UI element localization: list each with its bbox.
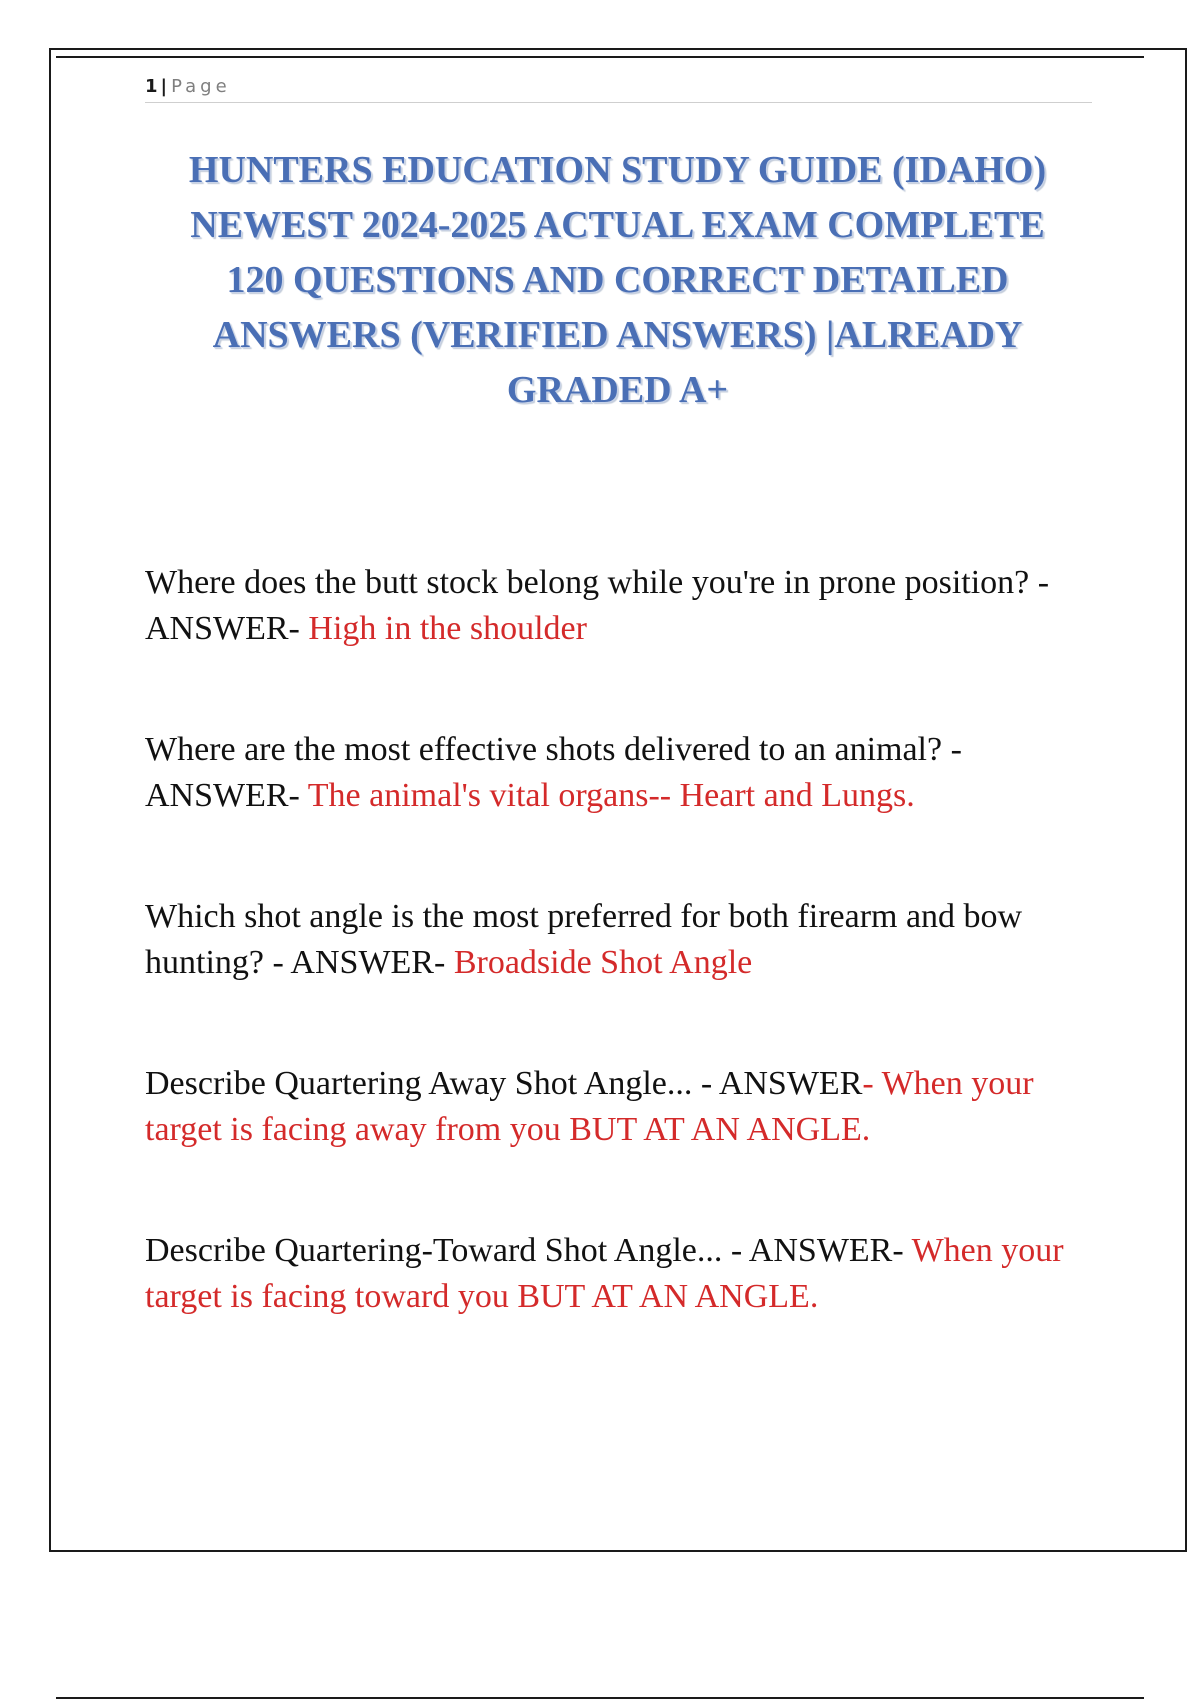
- top-rule: [56, 56, 1144, 58]
- qa-item: [145, 1061, 1095, 1153]
- answer-text: - When your target is facing away from you BUT AT AN ANGLE.: [145, 1065, 1034, 1148]
- question-text: Where does the butt stock belong while you're in prone position? - ANSWER-: [145, 564, 1050, 647]
- title-line: HUNTERS EDUCATION STUDY GUIDE (IDAHO): [188, 149, 1047, 191]
- page-number: 1: [145, 76, 158, 97]
- page-label: Page: [171, 76, 231, 97]
- answer-text: The animal's vital organs-- Heart and Lungs.: [307, 777, 915, 814]
- qa-item: [145, 727, 1095, 819]
- question-text: Describe Quartering Away Shot Angle... - ANSWER: [145, 1065, 863, 1102]
- question-text: Describe Quartering-Toward Shot Angle... - ANSWER-: [145, 1232, 912, 1269]
- question-text: Where are the most effective shots delivered to an animal? - ANSWER-: [145, 731, 962, 814]
- title-line: NEWEST 2024-2025 ACTUAL EXAM COMPLETE: [190, 204, 1045, 246]
- qa-item: [145, 1228, 1095, 1320]
- page-header: [145, 74, 1092, 103]
- question-text: Which shot angle is the most preferred for both firearm and bow hunting? - ANSWER-: [145, 898, 1023, 981]
- qa-list: [145, 560, 1095, 1395]
- page-separator: |: [160, 76, 168, 97]
- answer-text: When your target is facing toward you BUT AT AN ANGLE.: [145, 1232, 1064, 1315]
- qa-item: [145, 894, 1095, 986]
- bottom-rule: [56, 1697, 1144, 1699]
- qa-item: [145, 560, 1095, 652]
- title-line: 120 QUESTIONS AND CORRECT DETAILED: [226, 259, 1009, 301]
- answer-text: High in the shoulder: [308, 610, 587, 647]
- answer-text: Broadside Shot Angle: [453, 944, 753, 981]
- title-line: ANSWERS (VERIFIED ANSWERS) |ALREADY: [212, 314, 1023, 356]
- document-title: [130, 143, 1105, 418]
- title-line: GRADED A+: [506, 369, 729, 411]
